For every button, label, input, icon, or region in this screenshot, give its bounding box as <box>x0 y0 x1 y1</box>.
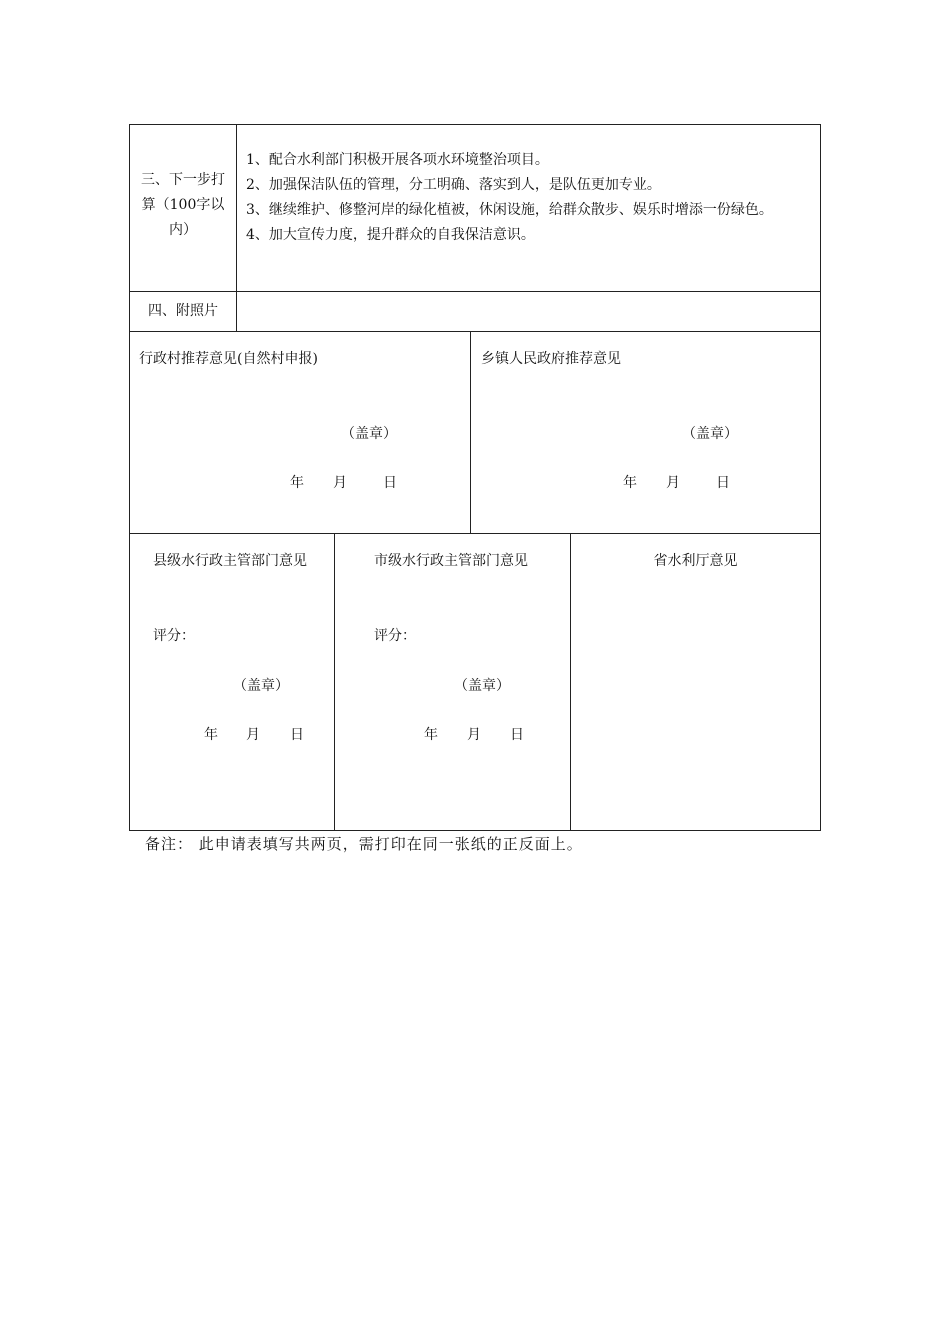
village-date-month: 月 <box>333 475 347 491</box>
plan-item: 3、继续维护、修整河岸的绿化植被，休闲设施，给群众散步、娱乐时增添一份绿色。 <box>246 202 773 218</box>
opinion-column-divider-1 <box>334 533 335 831</box>
village-seal-label: （盖章） <box>341 426 397 442</box>
city-date-year: 年 <box>424 727 438 743</box>
photo-attachment-field[interactable] <box>237 292 819 331</box>
row-divider-recommend <box>129 533 821 534</box>
city-date-month: 月 <box>467 727 481 743</box>
township-date-month: 月 <box>666 475 680 491</box>
footnote: 备注： 此申请表填写共两页，需打印在同一张纸的正反面上。 <box>145 835 583 853</box>
plan-item: 4、加大宣传力度，提升群众的自我保洁意识。 <box>246 227 535 243</box>
city-score-label: 评分： <box>374 628 416 644</box>
plan-item: 2、加强保洁队伍的管理，分工明确、落实到人，是队伍更加专业。 <box>246 177 661 193</box>
table-border-bottom <box>129 830 821 831</box>
county-date-day: 日 <box>290 727 304 743</box>
township-seal-label: （盖章） <box>682 426 738 442</box>
city-seal-label: （盖章） <box>454 678 510 694</box>
section3-label <box>130 170 236 240</box>
plan-item: 1、配合水利部门积极开展各项水环境整治项目。 <box>246 152 549 168</box>
township-date-year: 年 <box>623 475 637 491</box>
row-divider-section4 <box>129 331 821 332</box>
section4-label: 四、附照片 <box>148 303 218 319</box>
section3-content <box>246 148 816 248</box>
opinion-column-divider-2 <box>570 533 571 831</box>
table-border-top <box>129 124 821 125</box>
county-seal-label: （盖章） <box>233 678 289 694</box>
county-date-year: 年 <box>204 727 218 743</box>
section3-label-line1: 三、下一步打 <box>141 172 225 188</box>
village-date-day: 日 <box>383 475 397 491</box>
section3-label-line3: 内） <box>169 222 197 238</box>
township-date-day: 日 <box>716 475 730 491</box>
recommend-column-divider <box>470 331 471 534</box>
section3-label-line2: 算（100字以 <box>141 197 225 213</box>
village-date-year: 年 <box>290 475 304 491</box>
table-border-right <box>820 124 821 831</box>
city-opinion-title: 市级水行政主管部门意见 <box>374 553 528 569</box>
county-opinion-title: 县级水行政主管部门意见 <box>153 553 307 569</box>
county-score-label: 评分： <box>153 628 195 644</box>
county-date-month: 月 <box>246 727 260 743</box>
township-opinion-title: 乡镇人民政府推荐意见 <box>481 351 621 367</box>
province-opinion-title: 省水利厅意见 <box>653 553 738 569</box>
village-opinion-title: 行政村推荐意见(自然村申报) <box>139 351 318 367</box>
city-date-day: 日 <box>510 727 524 743</box>
